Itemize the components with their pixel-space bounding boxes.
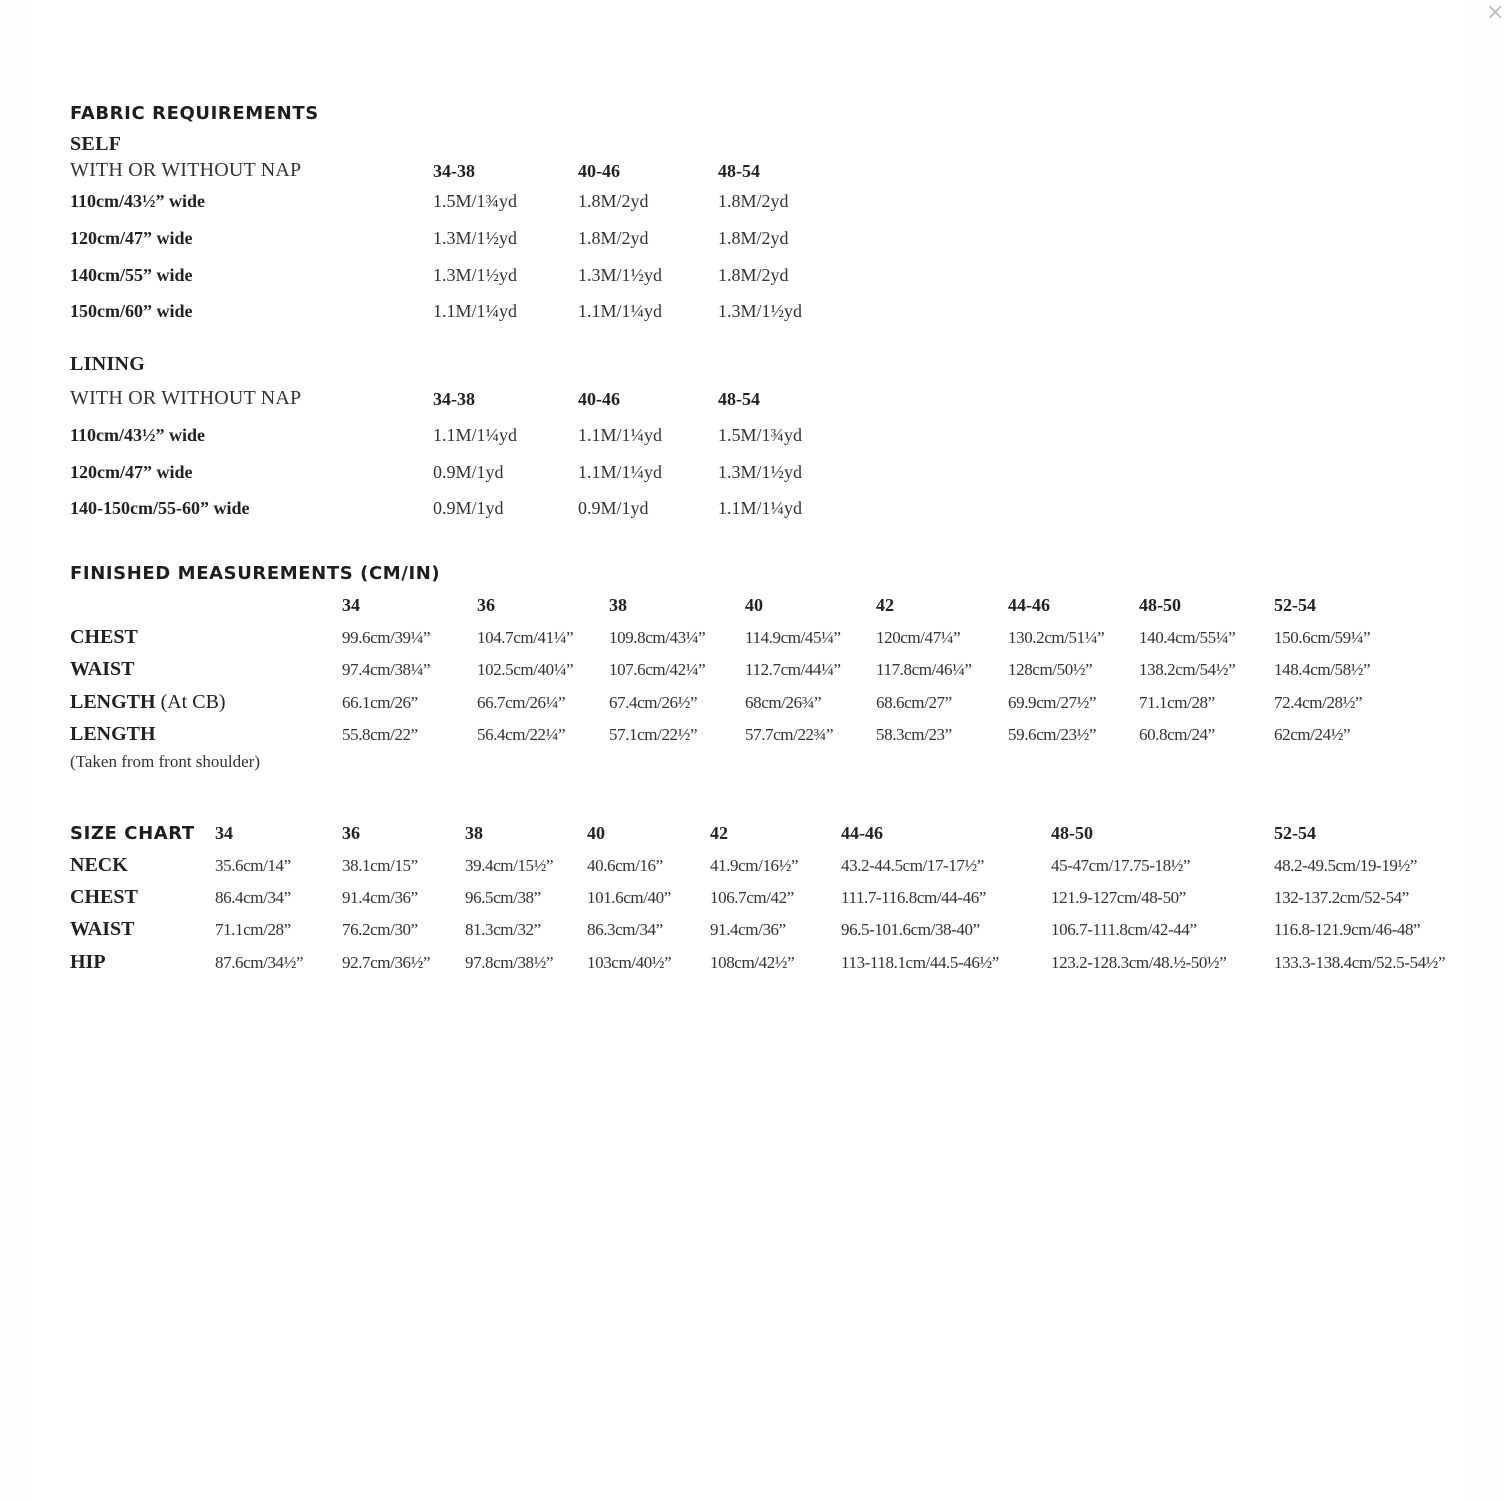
finished-value: 117.8cm/46¼”: [876, 660, 972, 679]
finished-value: 59.6cm/23½”: [1008, 725, 1097, 744]
finished-value: 67.4cm/26½”: [609, 693, 698, 712]
size-chart-value: 132-137.2cm/52-54”: [1274, 888, 1409, 907]
self-yardage: 1.5M/1¾yd: [433, 191, 518, 211]
size-chart-value: 116.8-121.9cm/46-48”: [1274, 920, 1421, 939]
self-label: SELF: [70, 133, 122, 155]
finished-size-header: 44-46: [1008, 595, 1050, 615]
finished-value: 60.8cm/24”: [1139, 725, 1215, 744]
size-chart-value: 39.4cm/15½”: [465, 856, 554, 875]
self-yardage: 1.3M/1½yd: [578, 265, 663, 285]
self-yardage: 1.3M/1½yd: [433, 228, 518, 248]
self-width-label: 140cm/55” wide: [70, 265, 193, 285]
finished-value: 99.6cm/39¼”: [342, 628, 431, 647]
self-yardage: 1.8M/2yd: [718, 265, 789, 285]
size-chart-value: 40.6cm/16”: [587, 856, 663, 875]
finished-length-note: (Taken from front shoulder): [70, 752, 260, 771]
size-chart-value: 48.2-49.5cm/19-19½”: [1274, 856, 1418, 875]
finished-value: 58.3cm/23”: [876, 725, 952, 744]
size-chart-value: 81.3cm/32”: [465, 920, 541, 939]
size-chart-row-label: NECK: [70, 854, 128, 876]
lining-size-header: 48-54: [718, 389, 760, 409]
size-chart-value: 91.4cm/36”: [342, 888, 418, 907]
finished-value: 69.9cm/27½”: [1008, 693, 1097, 712]
lining-yardage: 1.1M/1¼yd: [578, 425, 663, 445]
size-chart-size-header: 42: [710, 823, 728, 843]
lining-yardage: 0.9M/1yd: [433, 498, 504, 518]
size-chart-size-header: 38: [465, 823, 483, 843]
self-nap-label: WITH OR WITHOUT NAP: [70, 159, 302, 181]
finished-value: 114.9cm/45¼”: [745, 628, 841, 647]
self-size-header: 34-38: [433, 161, 475, 181]
size-chart-value: 43.2-44.5cm/17-17½”: [841, 856, 985, 875]
self-yardage: 1.3M/1½yd: [433, 265, 518, 285]
size-chart-row-label: HIP: [70, 951, 106, 973]
finished-value: 72.4cm/28½”: [1274, 693, 1363, 712]
lining-width-label: 120cm/47” wide: [70, 462, 193, 482]
lining-label: LINING: [70, 353, 146, 375]
finished-value: 102.5cm/40¼”: [477, 660, 574, 679]
self-width-label: 110cm/43½” wide: [70, 191, 205, 211]
finished-value: 57.7cm/22¾”: [745, 725, 834, 744]
finished-row-label: LENGTH: [70, 723, 156, 745]
lining-yardage: 0.9M/1yd: [433, 462, 504, 482]
finished-size-header: 42: [876, 595, 894, 615]
finished-value: 71.1cm/28”: [1139, 693, 1215, 712]
lining-yardage: 1.1M/1¼yd: [718, 498, 803, 518]
self-size-header: 48-54: [718, 161, 760, 181]
finished-value: 55.8cm/22”: [342, 725, 418, 744]
finished-value: 56.4cm/22¼”: [477, 725, 566, 744]
lining-size-header: 40-46: [578, 389, 620, 409]
finished-value: 112.7cm/44¼”: [745, 660, 841, 679]
size-chart-value: 113-118.1cm/44.5-46½”: [841, 953, 999, 972]
finished-row-label: WAIST: [70, 658, 135, 680]
size-chart-value: 71.1cm/28”: [215, 920, 291, 939]
size-chart-value: 96.5-101.6cm/38-40”: [841, 920, 980, 939]
finished-value: 104.7cm/41¼”: [477, 628, 574, 647]
size-chart-value: 41.9cm/16½”: [710, 856, 799, 875]
size-chart-value: 106.7-111.8cm/42-44”: [1051, 920, 1197, 939]
size-chart-row-label: CHEST: [70, 886, 138, 908]
size-chart-size-header: 40: [587, 823, 605, 843]
finished-value: 148.4cm/58½”: [1274, 660, 1371, 679]
self-width-label: 150cm/60” wide: [70, 301, 193, 321]
size-chart-size-header: 36: [342, 823, 360, 843]
size-chart-value: 91.4cm/36”: [710, 920, 786, 939]
size-chart-value: 123.2-128.3cm/48.½-50½”: [1051, 953, 1227, 972]
lining-width-label: 140-150cm/55-60” wide: [70, 498, 250, 518]
size-chart-value: 45-47cm/17.75-18½”: [1051, 856, 1191, 875]
size-chart-value: 92.7cm/36½”: [342, 953, 431, 972]
finished-value: 66.7cm/26¼”: [477, 693, 566, 712]
size-chart-value: 86.3cm/34”: [587, 920, 663, 939]
finished-value: 130.2cm/51¼”: [1008, 628, 1105, 647]
finished-value: 68.6cm/27”: [876, 693, 952, 712]
self-yardage: 1.1M/1¼yd: [433, 301, 518, 321]
finished-value: 128cm/50½”: [1008, 660, 1093, 679]
finished-size-header: 40: [745, 595, 763, 615]
finished-value: 97.4cm/38¼”: [342, 660, 431, 679]
size-chart-value: 87.6cm/34½”: [215, 953, 304, 972]
close-icon[interactable]: ×: [1486, 0, 1504, 25]
finished-value: 140.4cm/55¼”: [1139, 628, 1236, 647]
size-chart-value: 106.7cm/42”: [710, 888, 794, 907]
size-chart-value: 111.7-116.8cm/44-46”: [841, 888, 986, 907]
fabric-requirements-heading: FABRIC REQUIREMENTS: [70, 103, 319, 124]
size-chart-row-label: WAIST: [70, 918, 135, 940]
size-chart-value: 101.6cm/40”: [587, 888, 671, 907]
lining-yardage: 1.3M/1½yd: [718, 462, 803, 482]
size-chart-value: 86.4cm/34”: [215, 888, 291, 907]
size-chart-heading: SIZE CHART: [70, 823, 195, 844]
page: [30, 0, 1470, 1500]
finished-row-label: LENGTH (At CB): [70, 691, 226, 713]
size-chart-value: 121.9-127cm/48-50”: [1051, 888, 1186, 907]
lining-yardage: 1.1M/1¼yd: [433, 425, 518, 445]
lining-yardage: 1.5M/1¾yd: [718, 425, 803, 445]
finished-size-header: 34: [342, 595, 360, 615]
size-chart-size-header: 34: [215, 823, 233, 843]
finished-size-header: 48-50: [1139, 595, 1181, 615]
lining-yardage: 1.1M/1¼yd: [578, 462, 663, 482]
finished-value: 62cm/24½”: [1274, 725, 1351, 744]
finished-value: 120cm/47¼”: [876, 628, 961, 647]
size-chart-value: 97.8cm/38½”: [465, 953, 554, 972]
finished-value: 66.1cm/26”: [342, 693, 418, 712]
self-yardage: 1.1M/1¼yd: [578, 301, 663, 321]
finished-size-header: 52-54: [1274, 595, 1316, 615]
finished-value: 107.6cm/42¼”: [609, 660, 706, 679]
finished-value: 57.1cm/22½”: [609, 725, 698, 744]
finished-measurements-heading: FINISHED MEASUREMENTS (CM/IN): [70, 563, 441, 584]
finished-value: 150.6cm/59¼”: [1274, 628, 1371, 647]
size-chart-size-header: 52-54: [1274, 823, 1316, 843]
self-yardage: 1.8M/2yd: [578, 191, 649, 211]
finished-row-label: CHEST: [70, 626, 138, 648]
lining-yardage: 0.9M/1yd: [578, 498, 649, 518]
lining-size-header: 34-38: [433, 389, 475, 409]
self-yardage: 1.8M/2yd: [718, 228, 789, 248]
size-chart-size-header: 44-46: [841, 823, 883, 843]
finished-value: 138.2cm/54½”: [1139, 660, 1236, 679]
size-chart-value: 35.6cm/14”: [215, 856, 291, 875]
finished-size-header: 38: [609, 595, 627, 615]
finished-size-header: 36: [477, 595, 495, 615]
self-size-header: 40-46: [578, 161, 620, 181]
self-yardage: 1.8M/2yd: [718, 191, 789, 211]
size-chart-value: 38.1cm/15”: [342, 856, 418, 875]
finished-value: 68cm/26¾”: [745, 693, 822, 712]
size-chart-value: 108cm/42½”: [710, 953, 795, 972]
self-width-label: 120cm/47” wide: [70, 228, 193, 248]
size-chart-value: 76.2cm/30”: [342, 920, 418, 939]
size-chart-value: 96.5cm/38”: [465, 888, 541, 907]
size-chart-value: 103cm/40½”: [587, 953, 672, 972]
self-yardage: 1.3M/1½yd: [718, 301, 803, 321]
self-yardage: 1.8M/2yd: [578, 228, 649, 248]
lining-width-label: 110cm/43½” wide: [70, 425, 205, 445]
size-chart-value: 133.3-138.4cm/52.5-54½”: [1274, 953, 1446, 972]
size-chart-size-header: 48-50: [1051, 823, 1093, 843]
finished-value: 109.8cm/43¼”: [609, 628, 706, 647]
lining-nap-label: WITH OR WITHOUT NAP: [70, 387, 302, 409]
